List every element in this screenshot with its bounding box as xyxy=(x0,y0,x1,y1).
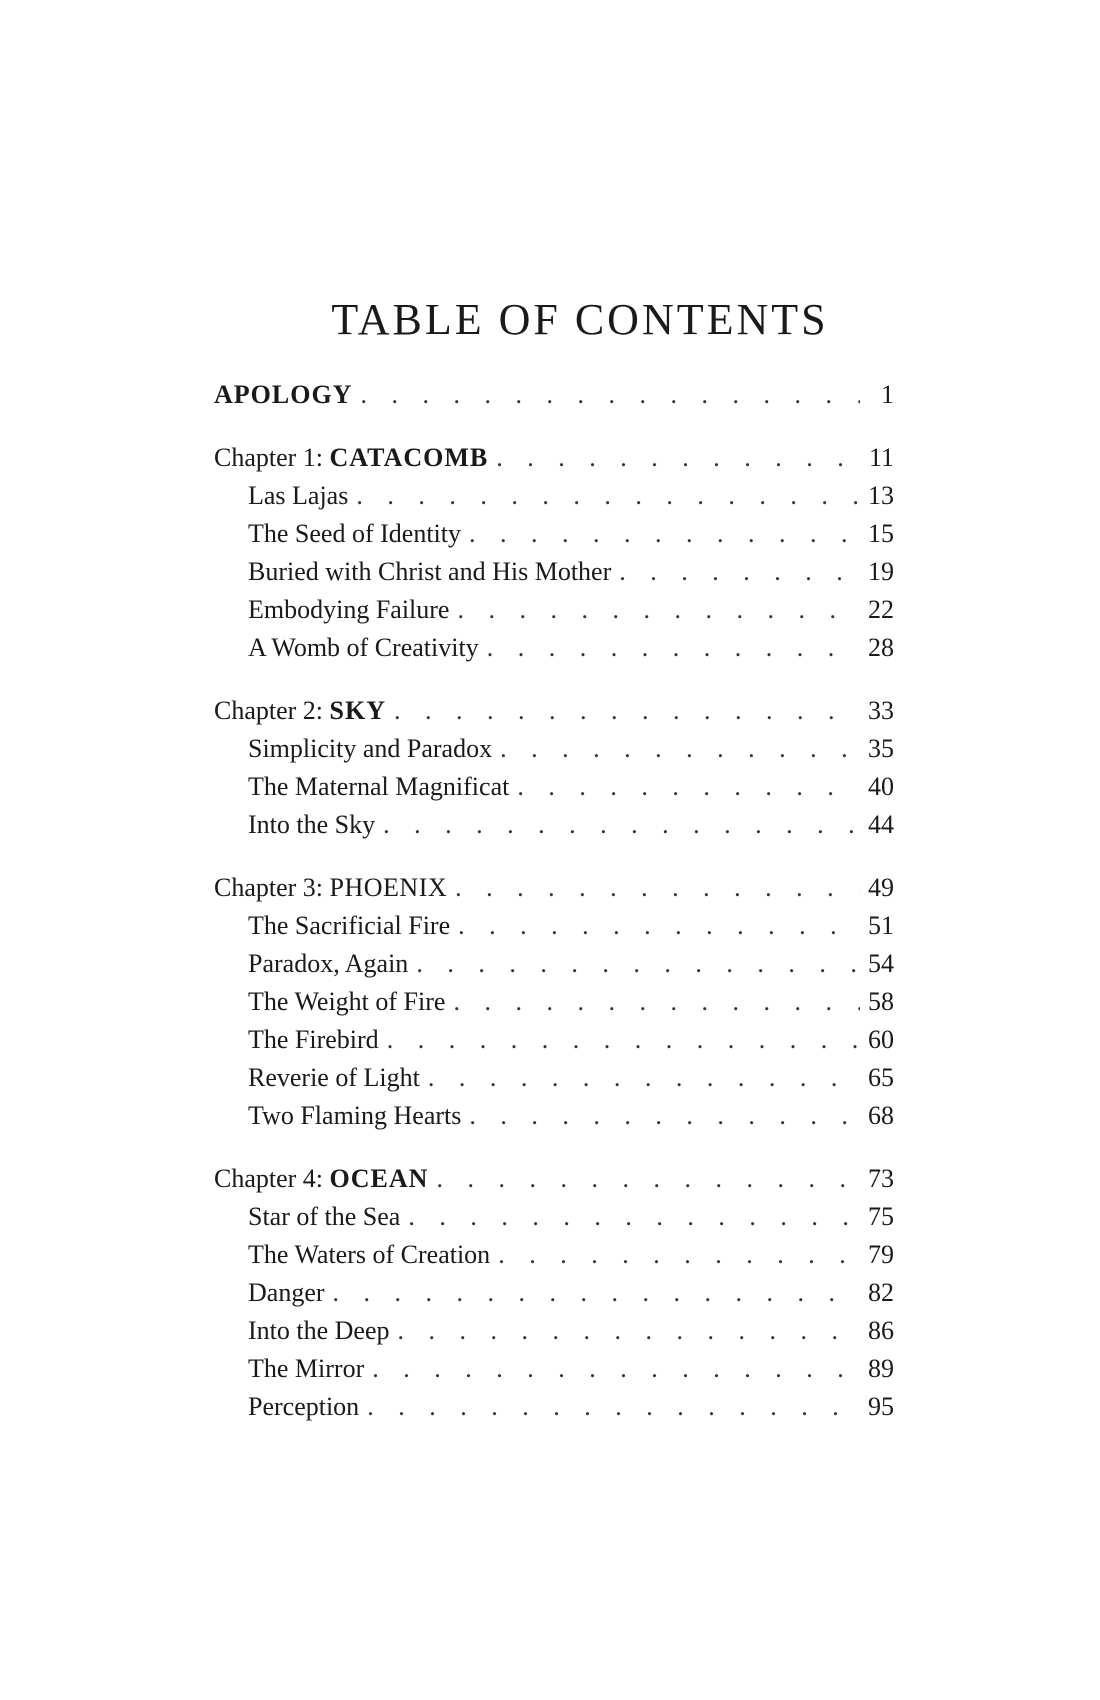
entry-label: Las Lajas xyxy=(248,481,349,510)
entry-label: The Maternal Magnificat xyxy=(248,772,510,801)
toc-entry-subsection[interactable] xyxy=(214,629,894,667)
entry-label: Buried with Christ and His Mother xyxy=(248,557,612,586)
dot-leader xyxy=(457,591,860,629)
dot-leader xyxy=(408,1198,860,1236)
chapter-name: SKY xyxy=(329,696,386,725)
toc-page xyxy=(214,292,894,1426)
dot-leader xyxy=(387,1021,860,1059)
page-number: 82 xyxy=(868,1278,894,1307)
page-number: 19 xyxy=(868,557,894,586)
entry-label: Paradox, Again xyxy=(248,949,409,978)
toc-entry-subsection[interactable] xyxy=(214,1350,894,1388)
toc-entry-subsection[interactable] xyxy=(214,1059,894,1097)
toc-entry-chapter[interactable] xyxy=(214,869,894,907)
page-number: 28 xyxy=(868,633,894,662)
entry-label: Into the Sky xyxy=(248,810,376,839)
page-number: 11 xyxy=(868,443,894,472)
entry-label: A Womb of Creativity xyxy=(248,633,479,662)
page-number: 89 xyxy=(868,1354,894,1383)
dot-leader xyxy=(458,907,860,945)
chapter-name: OCEAN xyxy=(329,1164,429,1193)
dot-leader xyxy=(383,806,860,844)
dot-leader xyxy=(496,439,860,477)
page-number: 68 xyxy=(868,1101,894,1130)
page-title: TABLE OF CONTENTS xyxy=(331,295,829,344)
page-number: 60 xyxy=(868,1025,894,1054)
dot-leader xyxy=(416,945,860,983)
entry-label: The Waters of Creation xyxy=(248,1240,491,1269)
toc-entry-subsection[interactable] xyxy=(214,730,894,768)
dot-leader xyxy=(455,869,860,907)
page-number: 51 xyxy=(868,911,894,940)
dot-leader xyxy=(498,1236,860,1274)
dot-leader xyxy=(469,515,860,553)
dot-leader xyxy=(453,983,860,1021)
entry-label: Star of the Sea xyxy=(248,1202,401,1231)
page-number: 86 xyxy=(868,1316,894,1345)
dot-leader xyxy=(487,629,860,667)
toc-section-chapter-3 xyxy=(214,869,894,1135)
toc-entry-subsection[interactable] xyxy=(214,515,894,553)
toc-entry-subsection[interactable] xyxy=(214,477,894,515)
page-number: 65 xyxy=(868,1063,894,1092)
dot-leader xyxy=(619,553,860,591)
toc-section-apology xyxy=(214,376,894,414)
page-number: 33 xyxy=(868,696,894,725)
toc-entry-subsection[interactable] xyxy=(214,591,894,629)
dot-leader xyxy=(360,376,860,414)
page-number: 15 xyxy=(868,519,894,548)
dot-leader xyxy=(356,477,860,515)
dot-leader xyxy=(469,1097,860,1135)
dot-leader xyxy=(436,1160,860,1198)
toc-entry-subsection[interactable] xyxy=(214,1198,894,1236)
toc-entry-subsection[interactable] xyxy=(214,1097,894,1135)
page-number: 54 xyxy=(868,949,894,978)
chapter-prefix: Chapter 4: xyxy=(214,1164,324,1193)
entry-label: Reverie of Light xyxy=(248,1063,420,1092)
toc-entry-chapter[interactable] xyxy=(214,439,894,477)
toc-section-chapter-2 xyxy=(214,692,894,844)
chapter-name: CATACOMB xyxy=(329,443,489,472)
entry-label: The Mirror xyxy=(248,1354,365,1383)
chapter-prefix: Chapter 1: xyxy=(214,443,324,472)
page-number: 58 xyxy=(868,987,894,1016)
page-number: 95 xyxy=(868,1392,894,1421)
dot-leader xyxy=(428,1059,860,1097)
entry-label: Danger xyxy=(248,1278,325,1307)
dot-leader xyxy=(372,1350,860,1388)
toc-entry-subsection[interactable] xyxy=(214,768,894,806)
toc-entry-subsection[interactable] xyxy=(214,1236,894,1274)
page-number: 35 xyxy=(868,734,894,763)
chapter-prefix: Chapter 3: xyxy=(214,873,324,902)
toc-entry-subsection[interactable] xyxy=(214,983,894,1021)
dot-leader xyxy=(517,768,860,806)
toc-entry-chapter[interactable] xyxy=(214,1160,894,1198)
toc-entry-subsection[interactable] xyxy=(214,907,894,945)
toc-entry-subsection[interactable] xyxy=(214,1388,894,1426)
chapter-prefix: Chapter 2: xyxy=(214,696,324,725)
page-number: 13 xyxy=(868,481,894,510)
toc-entry-subsection[interactable] xyxy=(214,1021,894,1059)
page-number: 40 xyxy=(868,772,894,801)
toc-entry-apology[interactable] xyxy=(214,376,894,414)
entry-label: Two Flaming Hearts xyxy=(248,1101,462,1130)
toc-section-chapter-4 xyxy=(214,1160,894,1426)
page-number: 49 xyxy=(868,873,894,902)
toc-entry-subsection[interactable] xyxy=(214,806,894,844)
toc-entry-subsection[interactable] xyxy=(214,553,894,591)
toc-entry-subsection[interactable] xyxy=(214,945,894,983)
dot-leader xyxy=(394,692,860,730)
chapter-name: PHOENIX xyxy=(329,873,448,902)
toc-entry-chapter[interactable] xyxy=(214,692,894,730)
entry-label: The Firebird xyxy=(248,1025,379,1054)
entry-label: Perception xyxy=(248,1392,360,1421)
toc-entry-subsection[interactable] xyxy=(214,1312,894,1350)
page-number: 79 xyxy=(868,1240,894,1269)
entry-label: The Seed of Identity xyxy=(248,519,461,548)
page-number: 22 xyxy=(868,595,894,624)
page-number: 1 xyxy=(881,380,894,409)
toc-entry-subsection[interactable] xyxy=(214,1274,894,1312)
dot-leader xyxy=(398,1312,860,1350)
entry-label: The Sacrificial Fire xyxy=(248,911,451,940)
entry-label: Into the Deep xyxy=(248,1316,390,1345)
entry-label: APOLOGY xyxy=(214,380,353,409)
toc-section-chapter-1 xyxy=(214,439,894,667)
entry-label: The Weight of Fire xyxy=(248,987,446,1016)
page-number: 75 xyxy=(868,1202,894,1231)
entry-label: Simplicity and Paradox xyxy=(248,734,493,763)
entry-label: Embodying Failure xyxy=(248,595,450,624)
dot-leader xyxy=(333,1274,860,1312)
page-number: 73 xyxy=(868,1164,894,1193)
dot-leader xyxy=(367,1388,860,1426)
page-number: 44 xyxy=(868,810,894,839)
dot-leader xyxy=(500,730,860,768)
